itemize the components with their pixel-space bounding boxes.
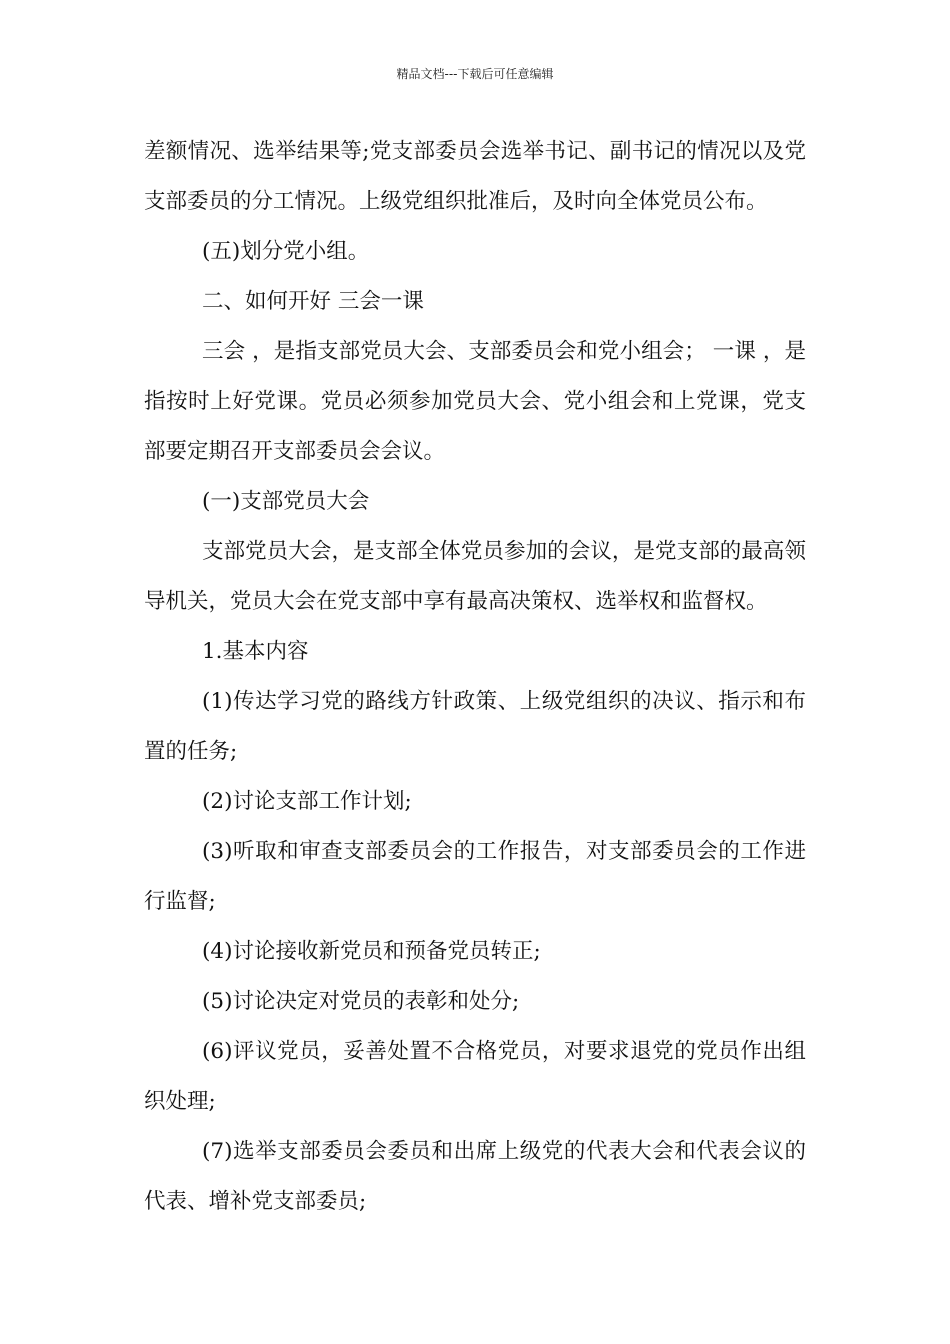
list-item-3: (3)听取和审查支部委员会的工作报告，对支部委员会的工作进行监督;: [144, 839, 806, 914]
list-item-5: (5)讨论决定对党员的表彰和处分;: [202, 989, 520, 1014]
paragraph-section-5: (五)划分党小组。: [202, 239, 370, 264]
list-item-6: (6)评议党员，妥善处置不合格党员，对要求退党的党员作出组织处理;: [144, 1039, 806, 1114]
list-item-7: (7)选举支部委员会委员和出席上级党的代表大会和代表会议的代表、增补党支部委员;: [144, 1139, 806, 1214]
list-item-2: (2)讨论支部工作计划;: [202, 789, 412, 814]
paragraph-definition: 三会 ，是指支部党员大会、支部委员会和党小组会； 一课 ，是指按时上好党课。党员必须参加党员大会、党小组会和上党课，党支部要定期召开支部委员会会议。: [144, 339, 806, 464]
paragraph-continuation: 差额情况、选举结果等;党支部委员会选举书记、副书记的情况以及党支部委员的分工情况。上级党组织批准后，及时向全体党员公布。: [144, 139, 806, 214]
paragraph-branch-meeting: 支部党员大会，是支部全体党员参加的会议，是党支部的最高领导机关，党员大会在党支部中享有最高决策权、选举权和监督权。: [144, 539, 806, 614]
document-body: [144, 127, 806, 1227]
subsection-heading-1: (一)支部党员大会: [202, 489, 370, 514]
section-heading-2: 二、如何开好 三会一课: [202, 289, 424, 314]
list-item-1: (1)传达学习党的路线方针政策、上级党组织的决议、指示和布置的任务;: [144, 689, 806, 764]
list-item-4: (4)讨论接收新党员和预备党员转正;: [202, 939, 541, 964]
page-header: 精品文档---下载后可任意编辑: [396, 67, 554, 81]
item-heading-basic-content: 1.基本内容: [202, 639, 309, 664]
